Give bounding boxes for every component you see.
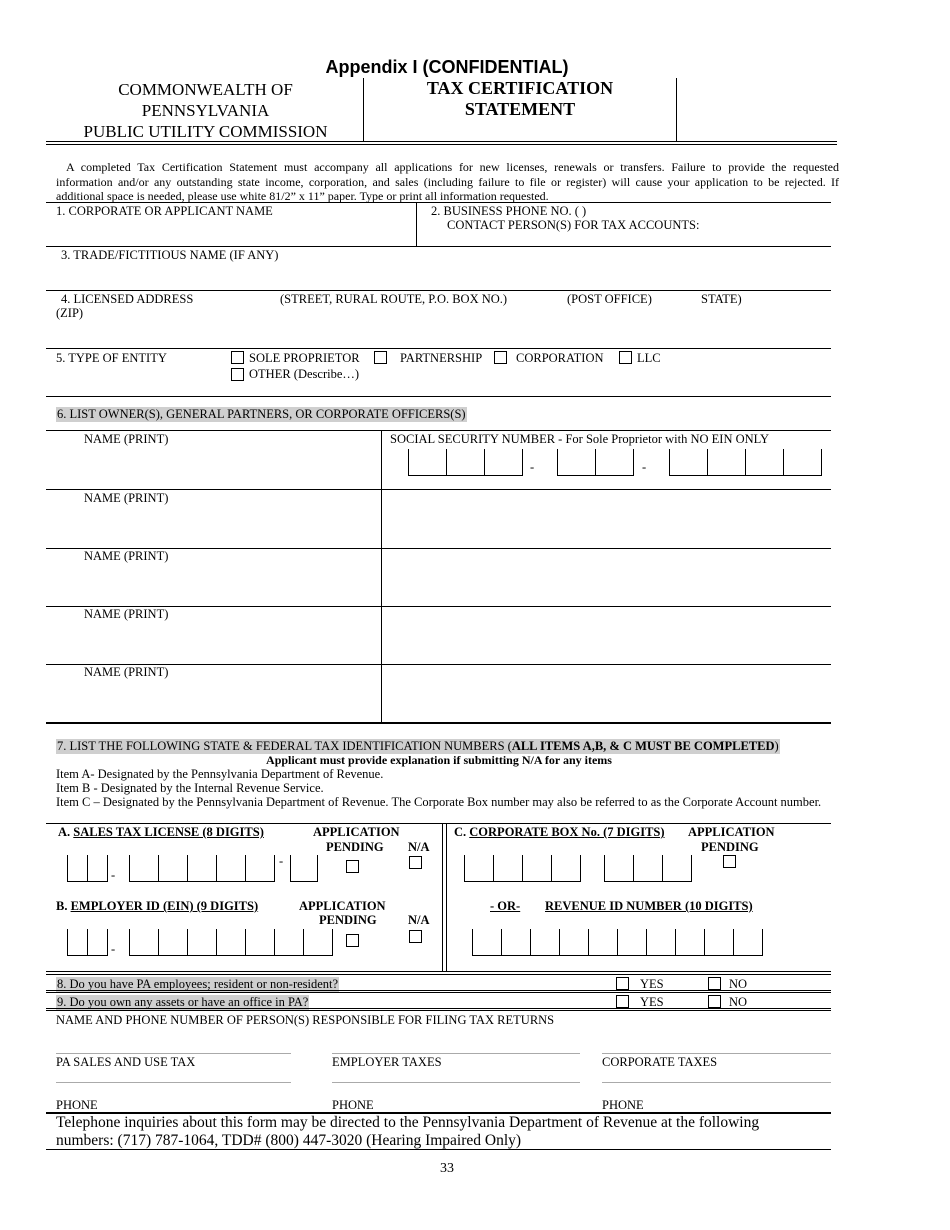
corporate-taxes-phone-label: PHONE xyxy=(602,1098,644,1112)
intro-line-1: A completed Tax Certification Statement must accompany all applications for new licenses, renewals or transfers. Failure to provide the requested xyxy=(66,160,839,174)
q8-rule-2 xyxy=(46,992,831,993)
agency-line-3: PUBLIC UTILITY COMMISSION xyxy=(83,122,328,141)
corporate-box-prefix: C. xyxy=(454,825,470,839)
tax-ids-heading-post: ) xyxy=(774,739,779,753)
owner-name-label: NAME (PRINT) xyxy=(84,549,169,563)
item-c-note: Item C – Designated by the Pennsylvania Department of Revenue. The Corporate Box number may also be referred to as the Corporate Account number. xyxy=(56,795,822,809)
contact-person-label: CONTACT PERSON(S) FOR TAX ACCOUNTS: xyxy=(447,218,700,232)
q9-yes-checkbox[interactable] xyxy=(616,995,629,1008)
employer-id-title: EMPLOYER ID (EIN) (9 DIGITS) xyxy=(70,899,259,913)
ssn-area-boxes[interactable] xyxy=(408,448,523,476)
footer-line-1: Telephone inquiries about this form may be directed to the Pennsylvania Department of Revenue at the following xyxy=(56,1114,760,1131)
other-label: OTHER (Describe…) xyxy=(249,367,360,381)
tax-ids-divider-1 xyxy=(442,823,443,971)
partnership-label: PARTNERSHIP xyxy=(400,351,483,365)
footer-rule-bottom xyxy=(46,1149,831,1150)
tax-ids-table-bottom-1 xyxy=(46,971,831,972)
rule-section-6-top xyxy=(46,396,831,397)
item-a-note: Item A- Designated by the Pennsylvania Department of Revenue. xyxy=(56,767,384,781)
employer-taxes-responsible-label: EMPLOYER TAXES xyxy=(332,1055,442,1069)
q8-yes-label: YES xyxy=(640,977,664,991)
b-pending-checkbox[interactable] xyxy=(346,934,359,947)
llc-label: LLC xyxy=(637,351,661,365)
page-number: 33 xyxy=(440,1161,454,1176)
q9-yes-label: YES xyxy=(640,995,664,1009)
intro-line-2: information and/or any outstanding state income, corporation, and sales (including failure to file or register) will cause your application to be rejected. If xyxy=(56,174,839,189)
revenue-id-boxes[interactable] xyxy=(472,928,763,956)
sales-tax-title: SALES TAX LICENSE (8 DIGITS) xyxy=(73,825,264,839)
address-post-office-label: (POST OFFICE) xyxy=(567,292,652,306)
question-9: 9. Do you own any assets or have an office in PA? xyxy=(57,995,309,1009)
partnership-checkbox[interactable] xyxy=(374,351,387,364)
field-1-divider xyxy=(416,202,417,246)
a-application-label: APPLICATION xyxy=(313,825,400,839)
corporate-box-first-boxes[interactable] xyxy=(464,854,581,882)
agency-line-2: PENNSYLVANIA xyxy=(141,101,270,120)
other-checkbox[interactable] xyxy=(231,368,244,381)
q8-no-label: NO xyxy=(729,977,748,991)
intro-text xyxy=(56,160,839,204)
owners-heading: 6. LIST OWNER(S), GENERAL PARTNERS, OR CORPORATE OFFICERS(S) xyxy=(57,407,466,421)
c-application-label: APPLICATION xyxy=(688,825,775,839)
address-zip-label: (ZIP) xyxy=(56,306,84,320)
corporate-box-title: CORPORATE BOX No. (7 DIGITS) xyxy=(469,825,665,839)
form-title-line-1: TAX CERTIFICATION xyxy=(426,78,614,98)
tax-ids-heading-pre: 7. LIST THE FOLLOWING STATE & FEDERAL TAX IDENTIFICATION NUMBERS ( xyxy=(57,739,512,753)
q9-no-label: NO xyxy=(729,995,748,1009)
q9-rule-1 xyxy=(46,1008,831,1009)
sales-tax-phone-label: PHONE xyxy=(56,1098,98,1112)
question-8: 8. Do you have PA employees; resident or non-resident? xyxy=(57,977,339,991)
licensed-address-label: 4. LICENSED ADDRESS xyxy=(61,292,194,306)
agency-name xyxy=(48,79,363,142)
corporation-label: CORPORATION xyxy=(516,351,604,365)
b-application-label: APPLICATION xyxy=(299,899,386,913)
ein-dash: - xyxy=(111,942,116,956)
corporate-box-second-boxes[interactable] xyxy=(604,854,692,882)
appendix-title: Appendix I (CONFIDENTIAL) xyxy=(325,57,569,77)
owner-name-label: NAME (PRINT) xyxy=(84,432,169,446)
tax-ids-heading xyxy=(56,739,780,754)
b-pending-label: PENDING xyxy=(319,913,377,927)
tax-ids-subheading: Applicant must provide explanation if submitting N/A for any items xyxy=(266,753,612,767)
rule-field-5-top xyxy=(46,348,831,349)
address-street-label: (STREET, RURAL ROUTE, P.O. BOX NO.) xyxy=(280,292,508,306)
a-na-label: N/A xyxy=(408,840,430,854)
header-divider-2 xyxy=(676,78,677,141)
llc-checkbox[interactable] xyxy=(619,351,632,364)
c-pending-label: PENDING xyxy=(701,840,759,854)
a-pending-label: PENDING xyxy=(326,840,384,854)
owners-row-1-bottom xyxy=(46,489,831,490)
q8-yes-checkbox[interactable] xyxy=(616,977,629,990)
owners-table-bottom xyxy=(46,722,831,724)
owner-name-label: NAME (PRINT) xyxy=(84,665,169,679)
responsible-heading: NAME AND PHONE NUMBER OF PERSON(S) RESPONSIBLE FOR FILING TAX RETURNS xyxy=(56,1013,555,1027)
tax-ids-table-top xyxy=(46,823,831,824)
corporation-checkbox[interactable] xyxy=(494,351,507,364)
c-pending-checkbox[interactable] xyxy=(723,855,736,868)
trade-name-label: 3. TRADE/FICTITIOUS NAME (IF ANY) xyxy=(61,248,279,262)
b-na-checkbox[interactable] xyxy=(409,930,422,943)
ssn-label: SOCIAL SECURITY NUMBER - For Sole Proprietor with NO EIN ONLY xyxy=(390,432,770,446)
corporate-box-label xyxy=(454,825,665,840)
rule-field-3-top xyxy=(46,246,831,247)
ssn-group-boxes[interactable] xyxy=(557,448,634,476)
item-b-note: Item B - Designated by the Internal Revenue Service. xyxy=(56,781,324,795)
entity-type-label: 5. TYPE OF ENTITY xyxy=(56,351,167,365)
employer-taxes-phone-line[interactable] xyxy=(332,1082,580,1083)
sales-tax-phone-line[interactable] xyxy=(56,1082,291,1083)
sole-proprietor-label: SOLE PROPRIETOR xyxy=(249,351,360,365)
employer-id-label xyxy=(56,899,258,914)
footer-note xyxy=(56,1114,759,1150)
employer-id-prefix: B. xyxy=(56,899,71,913)
sales-tax-name-line[interactable] xyxy=(56,1053,291,1054)
intro-line-3: additional space is needed, please use white 81/2” x 11” paper. Type or print all information requested. xyxy=(56,189,549,203)
footer-line-2: numbers: (717) 787-1064, TDD# (800) 447-3020 (Hearing Impaired Only) xyxy=(56,1132,522,1149)
corporate-taxes-phone-line[interactable] xyxy=(602,1082,831,1083)
address-state-label: STATE) xyxy=(701,292,742,306)
corporate-taxes-responsible-label: CORPORATE TAXES xyxy=(602,1055,718,1069)
header-rule-1 xyxy=(46,141,837,142)
rule-field-1-top xyxy=(46,202,831,203)
revenue-id-label: REVENUE ID NUMBER (10 DIGITS) xyxy=(545,899,753,913)
sales-tax-check-box[interactable] xyxy=(290,854,318,882)
or-label: - OR- xyxy=(490,899,521,913)
sales-tax-prefix: A. xyxy=(58,825,74,839)
q8-rule-1 xyxy=(46,990,831,991)
owners-table-divider xyxy=(381,430,382,722)
ein-digit-boxes[interactable] xyxy=(129,928,333,956)
form-title-line-2: STATEMENT xyxy=(464,99,576,119)
a-na-checkbox[interactable] xyxy=(409,856,422,869)
tax-ids-divider-2 xyxy=(446,823,447,971)
corporate-taxes-name-line[interactable] xyxy=(602,1053,831,1054)
tax-ids-heading-bold: ALL ITEMS A,B, & C MUST BE COMPLETED xyxy=(511,739,775,753)
sole-proprietor-checkbox[interactable] xyxy=(231,351,244,364)
sales-tax-digit-boxes[interactable] xyxy=(129,854,275,882)
sales-tax-dash-1: - xyxy=(111,868,116,882)
sales-tax-dash-2: - xyxy=(279,854,284,868)
tax-ids-table-bottom-2 xyxy=(46,974,831,975)
sales-tax-license-label xyxy=(58,825,264,840)
q9-no-checkbox[interactable] xyxy=(708,995,721,1008)
employer-taxes-name-line[interactable] xyxy=(332,1053,580,1054)
ssn-serial-boxes[interactable] xyxy=(669,448,822,476)
q9-rule-2 xyxy=(46,1010,831,1011)
sales-tax-prefix-boxes[interactable] xyxy=(67,854,108,882)
owners-table-top xyxy=(46,430,831,431)
ein-prefix-boxes[interactable] xyxy=(67,928,108,956)
employer-taxes-phone-label: PHONE xyxy=(332,1098,374,1112)
ssn-dash-2: - xyxy=(642,460,647,474)
owner-name-label: NAME (PRINT) xyxy=(84,607,169,621)
a-pending-checkbox[interactable] xyxy=(346,860,359,873)
corporate-name-label: 1. CORPORATE OR APPLICANT NAME xyxy=(56,204,273,218)
q8-no-checkbox[interactable] xyxy=(708,977,721,990)
rule-field-4-top xyxy=(46,290,831,291)
agency-line-1: COMMONWEALTH OF xyxy=(118,80,293,99)
b-na-label: N/A xyxy=(408,913,430,927)
business-phone-label: 2. BUSINESS PHONE NO. ( ) xyxy=(431,204,587,218)
owner-name-label: NAME (PRINT) xyxy=(84,491,169,505)
ssn-dash-1: - xyxy=(530,460,535,474)
form-title xyxy=(364,78,676,120)
sales-tax-responsible-label: PA SALES AND USE TAX xyxy=(56,1055,196,1069)
header-rule-2 xyxy=(46,144,837,145)
